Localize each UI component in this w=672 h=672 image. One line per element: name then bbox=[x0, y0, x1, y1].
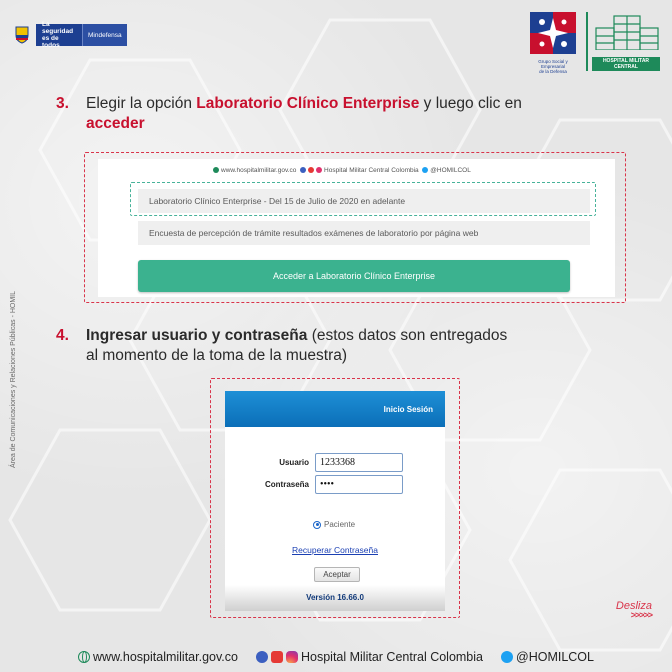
footer-website bbox=[78, 650, 238, 664]
access-lab-enterprise-button[interactable]: Acceder a Laboratorio Clínico Enterprise bbox=[138, 260, 570, 292]
recover-password-link[interactable]: Recuperar Contraseña bbox=[292, 545, 378, 555]
footer-handle bbox=[501, 650, 594, 664]
login-form bbox=[225, 391, 445, 611]
option-highlight-frame bbox=[130, 182, 596, 216]
patient-radio[interactable] bbox=[313, 521, 321, 529]
screenshot-login bbox=[210, 378, 460, 618]
globe-icon bbox=[78, 651, 90, 663]
colombia-shield-icon bbox=[14, 26, 30, 44]
user-label: Usuario bbox=[279, 458, 309, 467]
step-4-number: 4. bbox=[56, 327, 69, 344]
swipe-hint bbox=[616, 600, 652, 620]
user-input[interactable]: 1233368 bbox=[315, 453, 403, 472]
mini-twitter-icon bbox=[422, 167, 428, 173]
gov-badge bbox=[14, 21, 127, 49]
step-4-bold-text: Ingresar usuario y contraseña bbox=[86, 327, 308, 344]
footer-website-text: www.hospitalmilitar.gov.co bbox=[93, 650, 238, 664]
step-3-text-after: y luego clic en bbox=[419, 95, 522, 112]
footer-social bbox=[256, 650, 483, 664]
step-3-highlight: Laboratorio Clínico Enterprise bbox=[196, 95, 420, 112]
header-logos bbox=[528, 12, 660, 74]
facebook-icon bbox=[256, 651, 268, 663]
step-3-text-before: Elegir la opción bbox=[86, 95, 197, 112]
mini-footer-site: www.hospitalmilitar.gov.co bbox=[221, 167, 297, 174]
step-3-instruction bbox=[56, 94, 606, 134]
option-survey[interactable]: Encuesta de percepción de trámite resultados exámenes de laboratorio por página web bbox=[138, 221, 590, 245]
step-4-text-line2: al momento de la toma de la muestra) bbox=[86, 347, 348, 364]
mini-facebook-icon bbox=[300, 167, 306, 173]
side-credit: Área de Comunicaciones y Relaciones Públicas - HOMIL bbox=[10, 290, 17, 468]
swipe-arrows: >>>>> bbox=[630, 610, 652, 620]
user-row bbox=[225, 453, 445, 473]
login-header bbox=[225, 391, 445, 427]
step-3-number: 3. bbox=[56, 95, 69, 112]
gse-star-logo-icon bbox=[530, 12, 576, 54]
patient-radio-label: Paciente bbox=[324, 520, 356, 529]
mini-footer-handle: @HOMILCOL bbox=[430, 167, 471, 174]
swipe-word: Desliza bbox=[615, 600, 652, 612]
screenshot-lab-options bbox=[84, 152, 626, 303]
gov-slogan-line2: es de todos bbox=[42, 35, 60, 49]
patient-radio-row[interactable] bbox=[313, 520, 355, 529]
password-row bbox=[225, 475, 445, 495]
step-4-instruction bbox=[56, 326, 606, 366]
accept-button[interactable]: Aceptar bbox=[314, 567, 360, 582]
page-footer bbox=[0, 648, 672, 666]
mini-footer-name: Hospital Militar Central Colombia bbox=[324, 167, 419, 174]
instagram-icon bbox=[286, 651, 298, 663]
hospital-caption: HOSPITAL MILITAR CENTRAL bbox=[592, 57, 660, 71]
gov-badge-slogan bbox=[36, 21, 82, 49]
lab-options-panel bbox=[98, 159, 615, 297]
option-lab-enterprise[interactable]: Laboratorio Clínico Enterprise - Del 15 de Julio de 2020 en adelante bbox=[138, 189, 590, 213]
youtube-icon bbox=[271, 651, 283, 663]
mini-youtube-icon bbox=[308, 167, 314, 173]
footer-handle-text: @HOMILCOL bbox=[516, 650, 594, 664]
step-3-action: acceder bbox=[86, 115, 145, 132]
footer-social-text: Hospital Militar Central Colombia bbox=[300, 650, 483, 664]
gse-caption-line2: de la Defensa bbox=[539, 69, 567, 74]
twitter-icon bbox=[501, 651, 513, 663]
mini-web-icon bbox=[213, 167, 219, 173]
gov-badge-ministry: Mindefensa bbox=[82, 24, 127, 46]
password-input[interactable]: •••• bbox=[315, 475, 403, 494]
gse-caption-line1: Grupo Social y Empresarial bbox=[538, 59, 568, 69]
login-title: Inicio Sesión bbox=[383, 404, 433, 414]
mini-footer bbox=[213, 167, 471, 174]
hospital-building-icon bbox=[592, 12, 662, 50]
gse-logo bbox=[528, 12, 578, 74]
password-label: Contraseña bbox=[264, 480, 309, 489]
step-4-text-rest: (estos datos son entregados bbox=[307, 327, 508, 344]
version-label: Versión 16.66.0 bbox=[225, 585, 445, 611]
gov-slogan-line1: La seguridad bbox=[42, 21, 74, 35]
mini-instagram-icon bbox=[316, 167, 322, 173]
hospital-logo bbox=[586, 12, 660, 71]
